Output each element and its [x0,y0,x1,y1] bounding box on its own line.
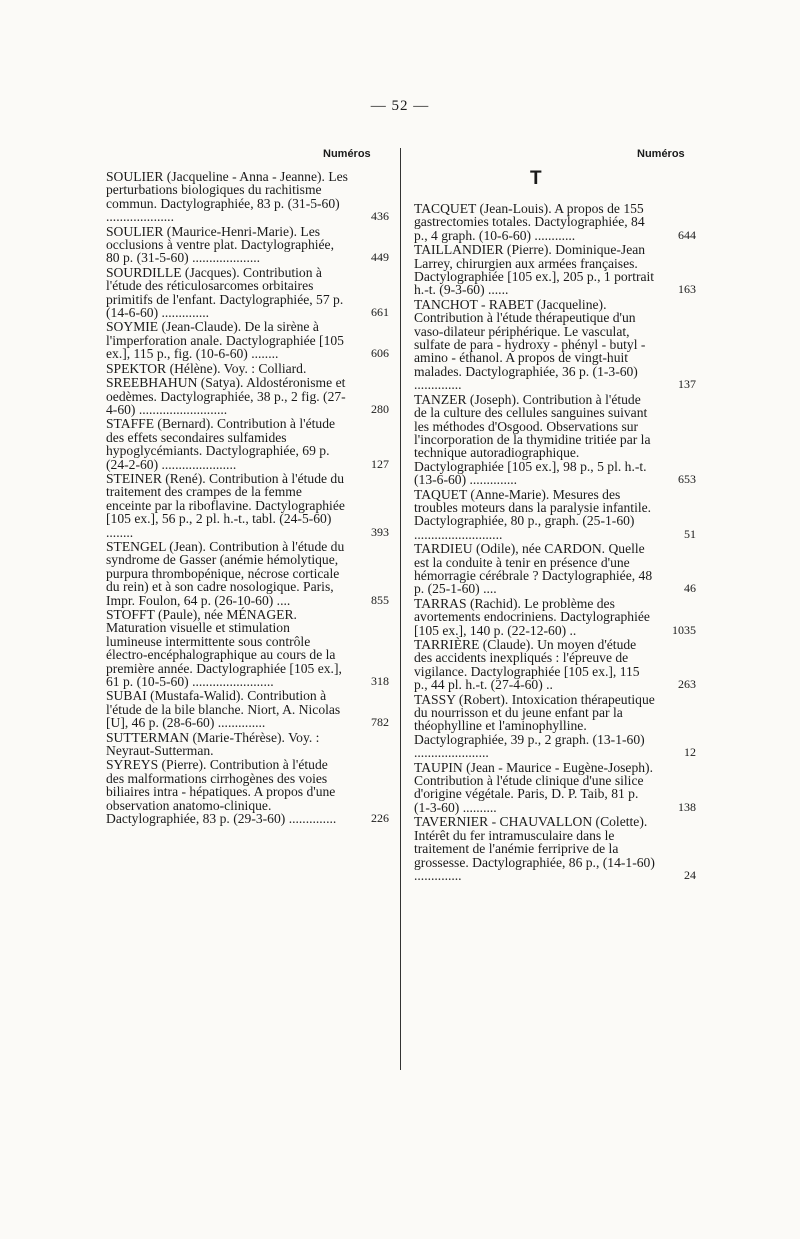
entry-text: STAFFE (Bernard). Contribution à l'étude des effets secondaires sulfamides hypoglycémiants. Dactylographiée, 69 p. (24-2-60) ...................... [106,416,336,472]
entry-number: 127 [371,456,389,471]
entry [414,298,696,392]
entry-text: TAUPIN (Jean - Maurice - Eugène-Joseph). Contribution à l'étude clinique d'une silice d'origine végétale. Paris, D. P. Taib, 81 p. (1-3-60) .......... [414,759,653,815]
entry-text: TARRIÈRE (Claude). Un moyen d'étude des accidents inexpliqués : l'épreuve de vigilance. Dactylographiée [105 ex.], 115 p., 44 pl. h.-t. (27-4-60) .. [414,637,640,693]
section-letter: T [530,168,542,189]
entry [106,170,389,224]
entry-number: 653 [678,472,696,487]
entry [414,202,696,242]
entry-text: STENGEL (Jean). Contribution à l'étude du syndrome de Gasser (anémie hémolytique, purpura thrombopénique, nécrose corticale du rein) et à son cadre nosologique. Paris, Impr. Foulon, 64 p. (26-10-60) .... [106,538,345,608]
entry [414,693,696,760]
entry-number: 263 [678,677,696,692]
entry-number: 12 [684,745,696,760]
entry-text: TANCHOT - RABET (Jacqueline). Contribution à l'étude thérapeutique d'un vaso-dilateur périphérique. Le vasculat, sulfate de para - hydroxy - phényl - butyl - amino - éthanol. A propos de vingt-huit malades. Dactylographiée, 36 p. (1-3-60) .............. [414,296,646,393]
entry [106,376,389,416]
entry-number: 163 [678,282,696,297]
entry-number: 606 [371,346,389,361]
entry-number: 782 [371,715,389,730]
entry-text: TANZER (Joseph). Contribution à l'étude de la culture des cellules sanguines suivant les méthodes d'Osgood. Observations sur l'incorporation de la thymidine tritiée par la technique autoradiographique. Dactylographiée [105 ex.], 98 p., 5 pl. h.-t. (13-6-60) .............. [414,391,651,488]
right-column-header: Numéros [637,148,685,160]
entry [106,362,389,375]
entry-text: SOURDILLE (Jacques). Contribution à l'étude des réticulosarcomes orbitaires primitifs de l'enfant. Dactylographiée, 57 p. (14-6-60) .............. [106,264,344,321]
right-column [414,164,696,883]
entry [414,393,696,487]
entry [414,243,696,297]
entry-text: TAQUET (Anne-Marie). Mesures des troubles moteurs dans la paralysie infantile. Dactylographiée, 80 p., graph. (25-1-60) .......................... [414,486,652,542]
entry-number: 137 [678,377,696,392]
entry-text: SPEKTOR (Hélène). Voy. : Colliard. [106,360,307,376]
entry-text: TARRAS (Rachid). Le problème des avortements endocriniens. Dactylographiée [105 ex.], 140 p. (22-12-60) .. [414,595,650,638]
entry [106,472,389,539]
entry-number: 280 [371,401,389,416]
entry [106,225,389,265]
entry-number: 855 [371,592,389,607]
column-divider [400,148,401,1070]
entry-text: SYREYS (Pierre). Contribution à l'étude des malformations cirrhogènes des voies biliaires intra - hépatiques. A propos d'une observation anatomo-clinique. Dactylographiée, 83 p. (29-3-60) .............. [106,757,337,827]
entry-number: 24 [684,867,696,882]
entry-text: TASSY (Robert). Intoxication thérapeutique du nourrisson et du jeune enfant par la théophylline et l'aminophylline. Dactylographiée, 39 p., 2 graph. (13-1-60) ...................... [414,691,655,761]
entry [106,608,389,688]
entry-text: SUTTERMAN (Marie-Thérèse). Voy. : Neyraut-Sutterman. [106,729,320,759]
entry-text: SOULIER (Maurice-Henri-Marie). Les occlusions à ventre plat. Dactylographiée, 80 p. (31-5-60) .................... [106,223,334,266]
entry [414,638,696,692]
entry-number: 393 [371,524,389,539]
entry-text: TACQUET (Jean-Louis). A propos de 155 gastrectomies totales. Dactylographiée, 84 p., 4 graph. (10-6-60) ............ [414,201,645,243]
page-number: — 52 — [370,98,430,114]
entry [106,689,389,729]
entry-number: 1035 [672,622,696,637]
entry-number: 644 [678,227,696,242]
entry-number: 46 [684,581,696,596]
entry-text: TARDIEU (Odile), née CARDON. Quelle est la conduite à tenir en présence d'une hémorragie cérébrale ? Dactylographiée, 48 p. (25-1-60) .... [414,541,653,597]
entry [106,417,389,471]
entry-number: 226 [371,811,389,826]
entry-text: SUBAI (Mustafa-Walid). Contribution à l'étude de la bile blanche. Niort, A. Nicolas [U], 46 p. (28-6-60) .............. [106,688,341,731]
entry [106,540,389,607]
entry [106,758,389,825]
entry-text: STOFFT (Paule), née MÉNAGER. Maturation visuelle et stimulation lumineuse intermittente sous contrôle électro-encéphalographique au cours de la première année. Dactylographiée [105 ex.], 61 p. (10-5-60) ........................ [106,607,342,690]
entry [106,266,389,320]
entry-text: STEINER (René). Contribution à l'étude du traitement des crampes de la femme enceinte par la riboflavine. Dactylographiée [105 ex.], 56 p., 2 pl. h.-t., tabl. (24-5-60) ........ [106,470,345,540]
entry-text: TAILLANDIER (Pierre). Dominique-Jean Larrey, chirurgien aux armées françaises. Dactylographiée [105 ex.], 205 p., 1 portrait h.-t. (9-3-60) ...... [414,242,655,298]
left-column [106,170,389,827]
entry [414,597,696,637]
entry-text: SOULIER (Jacqueline - Anna - Jeanne). Les perturbations biologiques du rachitisme commun. Dactylographiée, 83 p. (31-5-60) .................... [106,169,348,225]
entry-number: 661 [371,305,389,320]
entry-number: 138 [678,799,696,814]
entry [106,320,389,360]
entry-number: 51 [684,526,696,541]
entry-text: SREEBHAHUN (Satya). Aldostéronisme et oedèmes. Dactylographiée, 38 p., 2 fig. (27-4-60) .......................... [106,375,346,417]
entry-number: 436 [371,209,389,224]
left-column-header: Numéros [323,148,371,160]
entry [414,815,696,882]
entry [414,761,696,815]
entry [414,542,696,596]
entry [414,488,696,542]
entry [106,731,389,758]
entry-number: 449 [371,250,389,265]
entry-text: SOYMIE (Jean-Claude). De la sirène à l'imperforation anale. Dactylographiée [105 ex.], 115 p., fig. (10-6-60) ........ [106,319,344,362]
entry-number: 318 [371,674,389,689]
entry-text: TAVERNIER - CHAUVALLON (Colette). Intérêt du fer intramusculaire dans le traitement de l'anémie ferriprive de la grossesse. Dactylographiée, 86 p., (14-1-60) .............. [414,814,655,883]
